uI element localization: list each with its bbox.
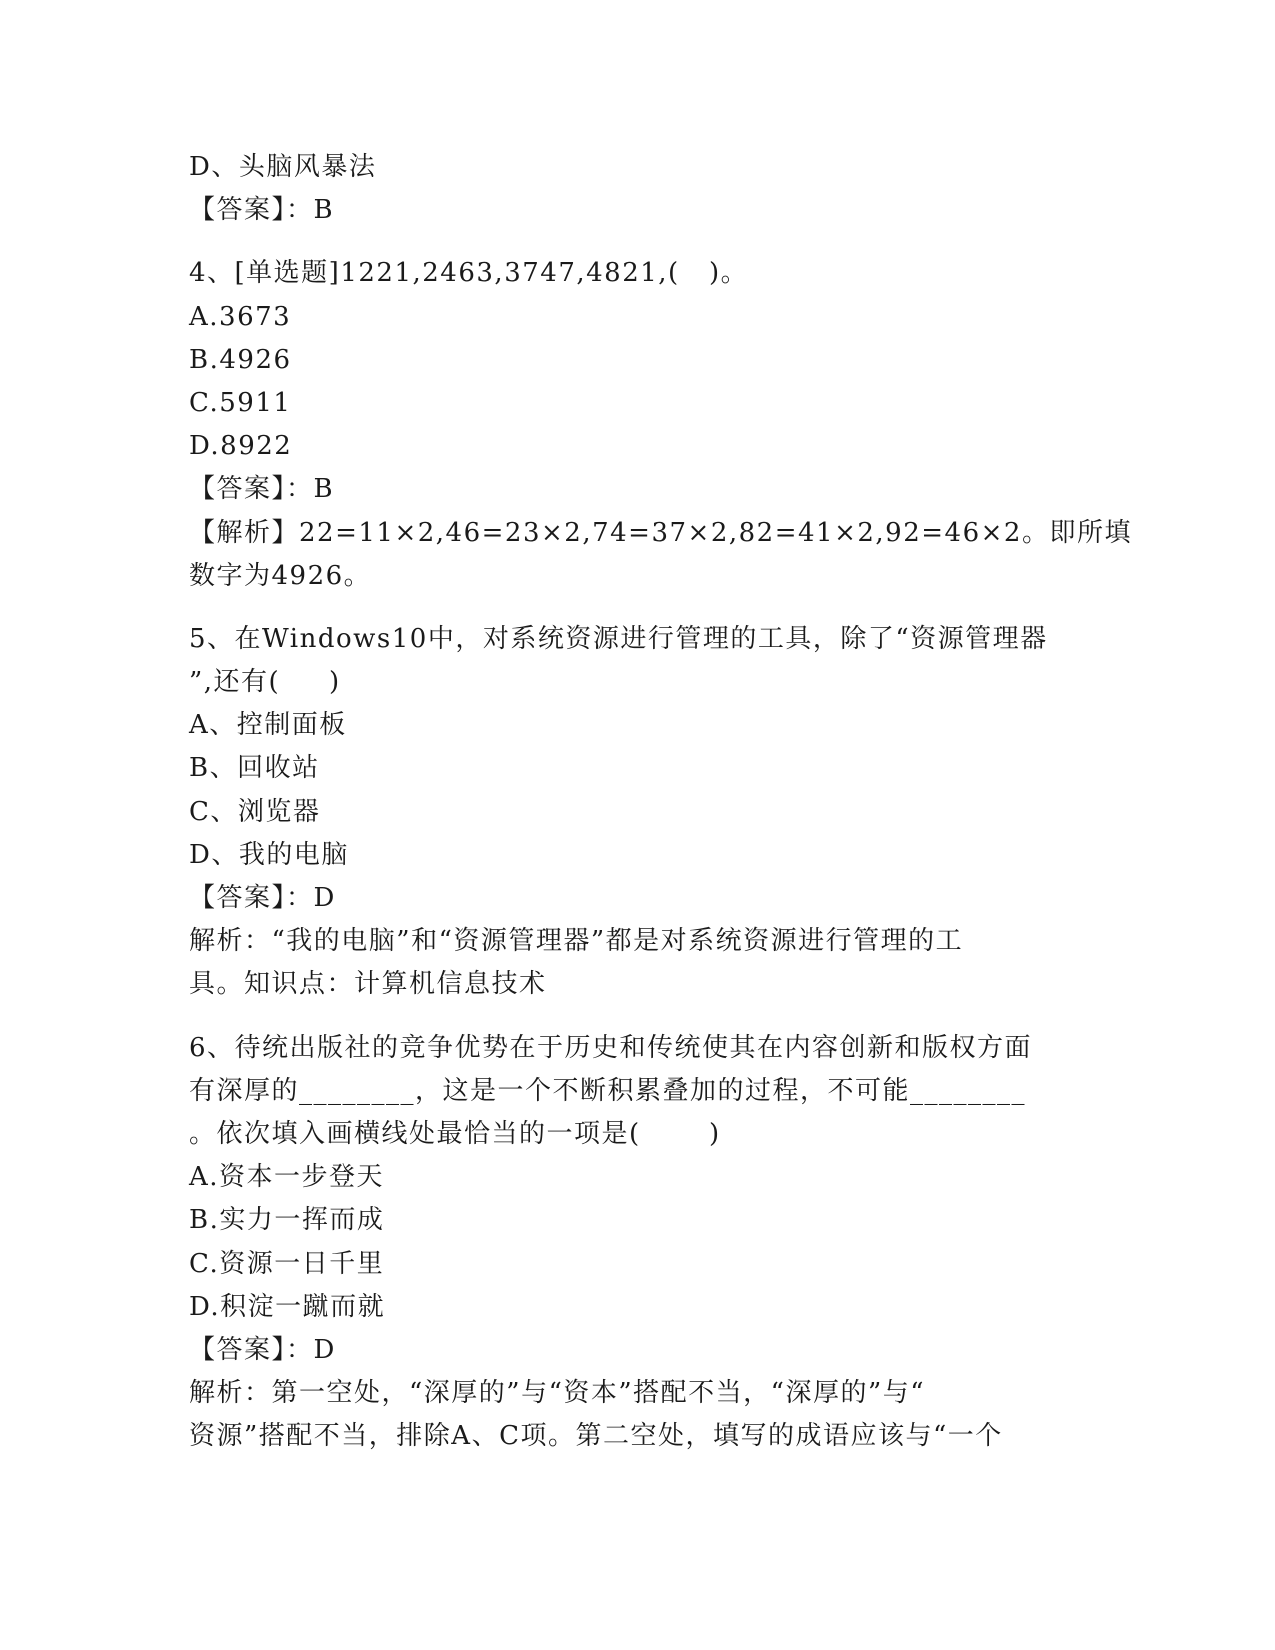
question-stem: 6、待统出版社的竞争优势在于历史和传统使其在内容创新和版权方面 [189, 1032, 1033, 1063]
spacer [189, 232, 1069, 252]
question-stem: 4、[单选题]1221,2463,3747,4821,( )。 [189, 258, 749, 289]
explanation-line: 解析：“我的电脑”和“资源管理器”都是对系统资源进行管理的工 [189, 926, 964, 957]
explanation-line: 【解析】22=11×2,46=23×2,74=37×2,82=41×2,92=46×2。即所填 [189, 517, 1132, 548]
option-c: C、浏览器 [189, 796, 321, 827]
page-content [189, 146, 1132, 1458]
question-stem: 5、在Windows10中，对系统资源进行管理的工具，除了“资源管理器 [189, 623, 1048, 654]
explanation-line: 解析：第一空处，“深厚的”与“资本”搭配不当，“深厚的”与“ [189, 1378, 926, 1409]
explanation-line: 数字为4926。 [189, 560, 372, 591]
option-a: A.3673 [189, 301, 292, 332]
option-d: D、我的电脑 [189, 839, 349, 870]
option-c: C.5911 [189, 387, 292, 418]
option-b: B.4926 [189, 344, 292, 375]
option-d: D.8922 [189, 431, 293, 462]
option-d: D、头脑风暴法 [189, 152, 377, 182]
option-b: B、回收站 [189, 753, 320, 784]
option-b: B.实力一挥而成 [189, 1205, 385, 1236]
answer-line: 【答案】：B [189, 474, 335, 505]
question-6 [189, 1027, 1069, 1459]
option-a: A、控制面板 [189, 710, 347, 741]
explanation-line: 具。知识点：计算机信息技术 [189, 969, 547, 1000]
option-d: D.积淀一蹴而就 [189, 1291, 386, 1322]
spacer [189, 598, 1069, 618]
answer-line: 【答案】：D [189, 1334, 336, 1365]
explanation-line: 资源”搭配不当，排除A、C项。第二空处，填写的成语应该与“一个 [189, 1421, 1003, 1452]
question-stem: 有深厚的________，这是一个不断积累叠加的过程，不可能________ [189, 1075, 1027, 1106]
question-3-tail [189, 146, 1069, 232]
answer-line: 【答案】：D [189, 883, 336, 913]
option-c: C.资源一日千里 [189, 1248, 385, 1279]
question-4 [189, 252, 1132, 598]
answer-line: 【答案】：B [189, 195, 335, 226]
question-5 [189, 618, 1069, 1007]
question-stem: ”,还有( ) [189, 667, 341, 698]
option-a: A.资本一步登天 [189, 1162, 385, 1193]
spacer [189, 1007, 1069, 1027]
question-stem: 。依次填入画横线处最恰当的一项是( ) [189, 1118, 721, 1149]
